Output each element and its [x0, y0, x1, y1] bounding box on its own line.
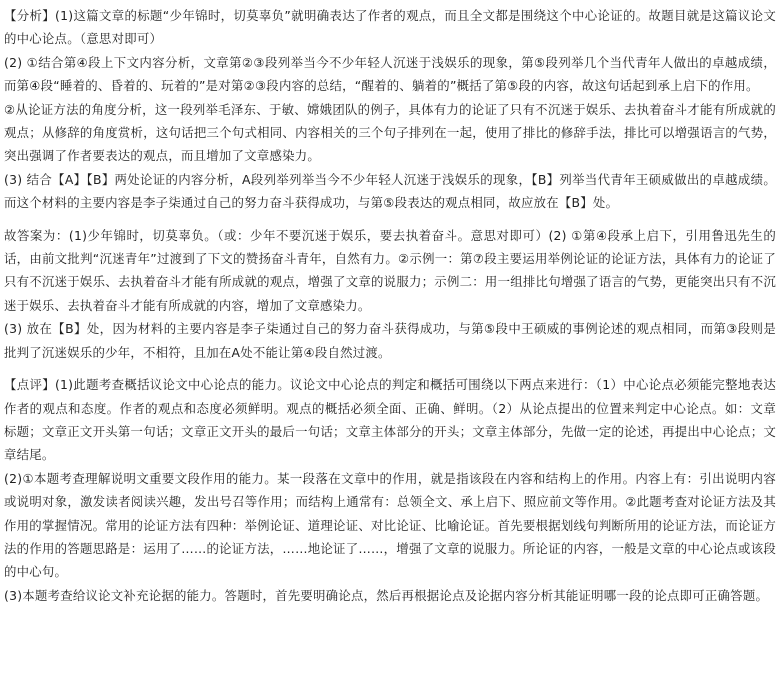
answer-section — [4, 224, 776, 364]
comment-paragraph-1 — [4, 373, 776, 467]
comment-section — [4, 373, 776, 607]
analysis-paragraph-3: ②从论证方法的角度分析，这一段列举毛泽东、于敏、嫦娥团队的例子，具体有力的论证了只有不沉迷于娱乐、去执着奋斗才能有所成就的观点；从修辞的角度赏析，这句话把三个句式相同、内容相关的三个句子排列在一起，使用了排比的修辞手法，排比可以增强语言的气势，突出强调了作者要表达的观点，而且增加了文章感染力。 — [4, 101, 776, 164]
analysis-paragraph-2: (2) ①结合第④段上下文内容分析，文章第②③段列举当今不少年轻人沉迷于浅娱乐的现象，第⑤段列举几个当代青年人做出的卓越成绩，而第④段“睡着的、昏着的、玩着的”是对第②③段内容的总结，“醒着的、躺着的”概括了第⑤段的内容，故这句话起到承上启下的作用。 — [4, 54, 776, 94]
comment-tag: 【点评】 — [4, 377, 55, 393]
comment-paragraph-2: (2)①本题考查理解说明文重要文段作用的能力。某一段落在文章中的作用，就是指该段在内容和结构上的作用。内容上有：引出说明内容或说明对象，激发读者阅读兴趣，发出号召等作用；而结构上通常有：总领全文、承上启下、照应前文等作用。②此题考查对论证方法及其作用的掌握情况。常用的论证方法有四种：举例论证、道理论证、对比论证、比喻论证。首先要根据划线句判断所用的论证方法，而论证方法的作用的答题思路是：运用了……的论证方法，……地论证了……，增强了文章的说服力。所论证的内容，一般是文章的中心论点或该段的中心句。 — [4, 470, 776, 580]
analysis-text-1: (1)这篇文章的标题“少年锦时，切莫辜负”就明确表达了作者的观点，而且全文都是围绕这个中心论证的。故题目就是这篇议论文的中心论点。（意思对即可） — [4, 8, 777, 47]
comment-text-1: (1)此题考查概括议论文中心论点的能力。议论文中心论点的判定和概括可围绕以下两点来进行：（1）中心论点必须能完整地表达作者的观点和态度。作者的观点和态度必须鲜明。观点的概括必须全面、正确、鲜明。（2）从论点提出的位置来判定中心论点。如：文章标题；文章正文开头第一句话；文章正文开头的最后一句话；文章主体部分的开头；文章主体部分，先做一定的论述，再提出中心论点；文章结尾。 — [4, 377, 777, 463]
analysis-paragraph-4: (3) 结合【A】【B】两处论证的内容分析，A段列举列举当今不少年轻人沉迷于浅娱乐的现象，【B】列举当代青年王硕威做出的卓越成绩。而这个材料的主要内容是李子柒通过自己的努力奋斗获得成功，与第⑤段表达的观点相同，故应放在【B】处。 — [4, 171, 776, 211]
answer-paragraph-2: (3) 放在【B】处，因为材料的主要内容是李子柒通过自己的努力奋斗获得成功，与第⑤段中王硕威的事例论述的观点相同，而第③段则是批判了沉迷娱乐的少年，不相符，且加在A处不能让第④段自然过渡。 — [4, 321, 776, 360]
answer-paragraph-1: 故答案为：(1)少年锦时，切莫辜负。（或：少年不要沉迷于娱乐，要去执着奋斗。意思对即可）(2) ①第④段承上启下，引用鲁迅先生的话，由前文批判“沉迷青年”过渡到了下文的赞扬奋斗青年，自然有力。②示例一：第⑦段主要运用举例论证的论证方法，具体有力的论证了只有不沉迷于娱乐、去执着奋斗才能有所成就的观点，增强了文章的说服力；示例二：用一组排比句增强了语言的气势，更能突出只有不沉迷于娱乐、去执着奋斗才能有所成就的内容，增加了文章感染力。 — [4, 227, 776, 313]
analysis-paragraph-1 — [4, 4, 776, 51]
comment-paragraph-3: (3)本题考查给议论文补充论据的能力。答题时，首先要明确论点，然后再根据论点及论据内容分析其能证明哪一段的论点即可正确答题。 — [4, 587, 769, 603]
analysis-section — [4, 4, 776, 215]
analysis-tag: 【分析】 — [4, 8, 56, 23]
